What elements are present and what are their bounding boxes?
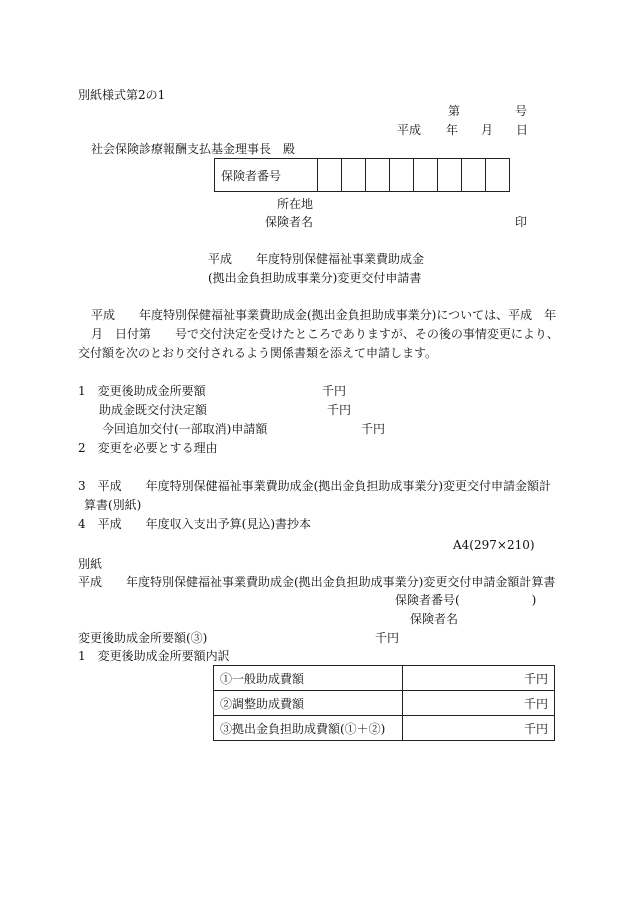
insurer-number-label: 保険者番号: [215, 159, 318, 192]
body-line-1: 平成 年度特別保健福祉事業費助成金(拠出金負担助成事業分)については、平成 年: [91, 308, 557, 322]
body-line-2: 月 日付第 号で交付決定を受けたところでありますが、その後の事情変更により、: [91, 327, 559, 341]
item-1a-unit: 千円: [327, 403, 352, 417]
insurer-number-digit[interactable]: [318, 159, 342, 192]
item-1b-label: 今回追加交付(一部取消)申請額: [102, 422, 268, 436]
doc-number-go: 号: [515, 104, 528, 118]
item-1b-unit: 千円: [361, 422, 386, 436]
insurer-number-digit[interactable]: [486, 159, 510, 192]
attachment-insurer-number: 保険者番号( ): [395, 593, 537, 607]
insurer-number-digit[interactable]: [438, 159, 462, 192]
insurer-number-digit[interactable]: [414, 159, 438, 192]
breakdown-table: [213, 665, 555, 741]
item-4-label: 4 平成 年度収入支出予算(見込)書抄本: [78, 517, 311, 531]
title-line-2: (拠出金負担助成事業分)変更交付申請書: [208, 271, 422, 285]
item-1-unit: 千円: [322, 384, 347, 398]
date-day: 日: [516, 123, 529, 137]
breakdown-item-name: ②調整助成費額: [214, 691, 403, 716]
paper-size: A4(297×210): [453, 538, 535, 552]
item-1a-label: 助成金既交付決定額: [99, 403, 208, 417]
date-era: 平成: [397, 123, 422, 137]
title-line-1: 平成 年度特別保健福祉事業費助成金: [208, 252, 425, 266]
attachment-label: 別紙: [78, 557, 103, 571]
breakdown-item-name: ①一般助成費額: [214, 666, 403, 691]
insurer-number-digit[interactable]: [366, 159, 390, 192]
doc-number-dai: 第: [448, 104, 461, 118]
insurer-name-label: 保険者名: [265, 215, 314, 229]
item-2-label: 2 変更を必要とする理由: [78, 441, 218, 455]
attachment-total-label: 変更後助成金所要額(③): [78, 631, 208, 645]
breakdown-item-amount[interactable]: 千円: [403, 666, 555, 691]
insurer-number-digit[interactable]: [390, 159, 414, 192]
table-row: [214, 666, 555, 691]
addressee: 社会保険診療報酬支払基金理事長 殿: [91, 142, 296, 156]
attachment-insurer-name: 保険者名: [410, 612, 459, 626]
insurer-number-digit[interactable]: [462, 159, 486, 192]
attachment-total-unit: 千円: [375, 631, 400, 645]
date-year: 年: [446, 123, 459, 137]
location-label: 所在地: [277, 197, 314, 211]
item-3-line-2: 算書(別紙): [84, 498, 142, 512]
breakdown-item-name: ③拠出金負担助成費額(①＋②): [214, 716, 403, 741]
table-row: [214, 716, 555, 741]
table-row: [214, 691, 555, 716]
body-line-3: 交付額を次のとおり交付されるよう関係書類を添えて申請します。: [78, 346, 438, 360]
seal-mark: 印: [515, 215, 528, 229]
insurer-number-table: [214, 158, 510, 192]
insurer-number-digit[interactable]: [342, 159, 366, 192]
attachment-breakdown-label: 1 変更後助成金所要額内訳: [78, 649, 230, 663]
item-1-label: 1 変更後助成金所要額: [78, 384, 206, 398]
breakdown-item-amount[interactable]: 千円: [403, 716, 555, 741]
breakdown-item-amount[interactable]: 千円: [403, 691, 555, 716]
item-3-line-1: 3 平成 年度特別保健福祉事業費助成金(拠出金負担助成事業分)変更交付申請金額計: [78, 479, 552, 493]
attachment-title: 平成 年度特別保健福祉事業費助成金(拠出金負担助成事業分)変更交付申請金額計算書: [78, 575, 556, 589]
date-month: 月: [481, 123, 494, 137]
form-id: 別紙様式第2の1: [78, 88, 166, 102]
